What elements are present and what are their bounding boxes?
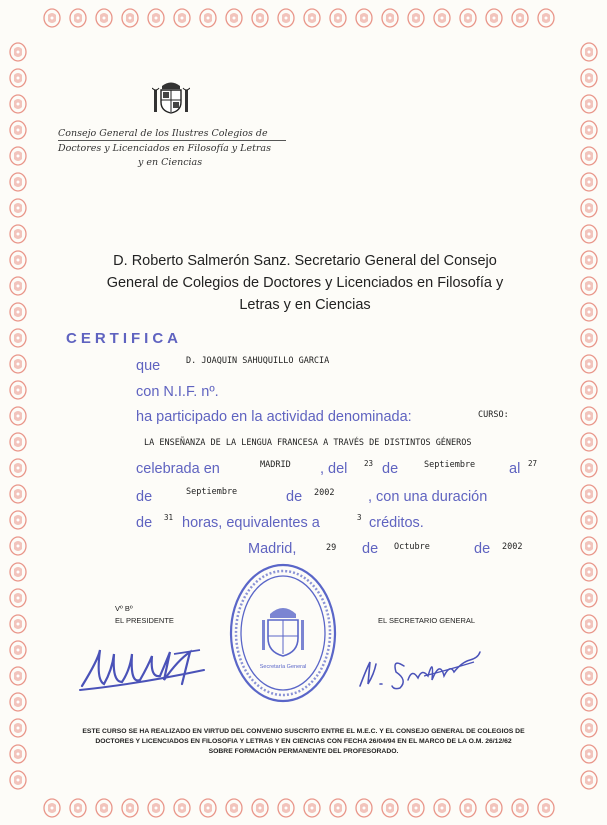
- border-ornament: [434, 9, 450, 27]
- border-ornament: [512, 799, 528, 817]
- border-ornament: [581, 485, 597, 503]
- border-ornament: [356, 9, 372, 27]
- border-ornament: [330, 9, 346, 27]
- border-ornament: [581, 537, 597, 555]
- border-ornament: [460, 799, 476, 817]
- duration-label: , con una duración: [368, 489, 488, 505]
- issuer-line-2: General de Colegios de Doctores y Licenciados en Filosofía y: [106, 275, 504, 291]
- date-year: 2002: [502, 542, 523, 552]
- border-ornament: [44, 799, 60, 817]
- de-label-3: de: [286, 489, 303, 505]
- border-ornament: [581, 199, 597, 217]
- footer-line-3: SOBRE FORMACIÓN PERMANENTE DEL PROFESORADO.: [208, 748, 399, 755]
- border-ornament: [581, 251, 597, 269]
- border-ornament: [10, 251, 26, 269]
- al-label: al: [509, 461, 521, 477]
- coat-of-arms-logo: [152, 80, 190, 114]
- city-value: MADRID: [260, 460, 291, 470]
- border-ornament: [581, 329, 597, 347]
- border-ornament: [581, 121, 597, 139]
- date-month: Octubre: [394, 542, 430, 552]
- border-ornament: [10, 511, 26, 529]
- border-ornament: [581, 615, 597, 633]
- border-ornament: [10, 485, 26, 503]
- border-ornament: [44, 9, 60, 27]
- date-day: 29: [326, 543, 337, 553]
- council-name-line-2: Doctores y Licenciados en Filosofía y Letras: [58, 143, 271, 154]
- border-ornament: [581, 719, 597, 737]
- day-to-value: 27: [528, 459, 538, 468]
- border-ornament: [581, 667, 597, 685]
- border-ornament: [581, 381, 597, 399]
- border-ornament: [226, 799, 242, 817]
- border-ornament: [96, 799, 112, 817]
- official-seal-stamp: [228, 562, 338, 704]
- border-ornament: [174, 9, 190, 27]
- border-ornament: [304, 9, 320, 27]
- hours-value: 31: [164, 513, 174, 522]
- border-ornament: [408, 9, 424, 27]
- de-label-4: de: [136, 515, 153, 531]
- border-ornament: [10, 69, 26, 87]
- credits-label: créditos.: [369, 515, 424, 531]
- border-ornament: [581, 95, 597, 113]
- border-ornament: [538, 9, 554, 27]
- president-label: EL PRESIDENTE: [115, 616, 174, 625]
- issuer-line-1: D. Roberto Salmerón Sanz. Secretario General del Consejo: [113, 253, 497, 269]
- certifica-title: CERTIFICA: [66, 330, 182, 347]
- council-name-line-3: y en Ciencias: [138, 157, 203, 168]
- credits-value: 3: [357, 513, 362, 522]
- border-ornament: [252, 9, 268, 27]
- border-ornament: [581, 225, 597, 243]
- border-ornament: [10, 225, 26, 243]
- border-ornament: [10, 303, 26, 321]
- border-ornament: [10, 459, 26, 477]
- border-ornament: [10, 43, 26, 61]
- vobo-label: Vº Bº: [115, 604, 133, 613]
- secretary-label: EL SECRETARIO GENERAL: [378, 616, 476, 625]
- stamp-center-label: Secretaría General: [259, 664, 307, 670]
- border-ornament: [356, 799, 372, 817]
- activity-label: ha participado en la actividad denominada:: [136, 409, 412, 425]
- border-ornament: [10, 121, 26, 139]
- border-ornament: [10, 667, 26, 685]
- border-ornament: [10, 641, 26, 659]
- place-label: Madrid,: [248, 541, 297, 557]
- border-ornament: [10, 95, 26, 113]
- que-label: que: [136, 358, 161, 374]
- border-ornament: [434, 799, 450, 817]
- de-label-2: de: [136, 489, 153, 505]
- border-ornament: [330, 799, 346, 817]
- month-to-value: Septiembre: [186, 487, 238, 497]
- border-ornament: [382, 799, 398, 817]
- president-signature: [78, 640, 208, 700]
- border-ornament: [174, 799, 190, 817]
- issuer-statement: [60, 250, 550, 316]
- border-ornament: [278, 799, 294, 817]
- celebrated-label: celebrada en: [136, 461, 220, 477]
- de-label-1: de: [382, 461, 399, 477]
- border-ornament: [486, 9, 502, 27]
- del-label: , del: [320, 461, 348, 477]
- footer-line-1: ESTE CURSO SE HA REALIZADO EN VIRTUD DEL CONVENIO SUSCRITO ENTRE EL M.E.C. Y EL CONSEJO GENERAL DE COLEGIOS DE: [82, 728, 525, 735]
- border-ornament: [10, 719, 26, 737]
- recipient-name: D. JOAQUIN SAHUQUILLO GARCIA: [186, 356, 330, 366]
- border-ornament: [122, 799, 138, 817]
- border-ornament: [460, 9, 476, 27]
- border-ornament: [96, 9, 112, 27]
- border-ornament: [581, 303, 597, 321]
- border-ornament: [10, 615, 26, 633]
- border-ornament: [581, 771, 597, 789]
- activity-type: CURSO:: [478, 410, 509, 420]
- border-ornament: [10, 329, 26, 347]
- border-ornament: [581, 69, 597, 87]
- year-value: 2002: [314, 488, 335, 498]
- border-ornament: [226, 9, 242, 27]
- border-ornament: [581, 563, 597, 581]
- header-rule: [58, 140, 286, 141]
- border-ornament: [148, 799, 164, 817]
- left-ornamental-border: [6, 40, 30, 800]
- border-ornament: [10, 433, 26, 451]
- top-ornamental-border: [40, 6, 567, 30]
- border-ornament: [10, 355, 26, 373]
- border-ornament: [581, 511, 597, 529]
- border-ornament: [581, 589, 597, 607]
- border-ornament: [252, 799, 268, 817]
- border-ornament: [200, 799, 216, 817]
- border-ornament: [10, 173, 26, 191]
- border-ornament: [538, 799, 554, 817]
- border-ornament: [486, 799, 502, 817]
- day-from-value: 23: [364, 459, 374, 468]
- border-ornament: [10, 407, 26, 425]
- secretary-signature: [352, 640, 492, 696]
- border-ornament: [581, 147, 597, 165]
- border-ornament: [581, 459, 597, 477]
- border-ornament: [581, 433, 597, 451]
- border-ornament: [581, 745, 597, 763]
- border-ornament: [148, 9, 164, 27]
- border-ornament: [581, 355, 597, 373]
- border-ornament: [10, 563, 26, 581]
- border-ornament: [581, 407, 597, 425]
- border-ornament: [10, 381, 26, 399]
- border-ornament: [581, 43, 597, 61]
- legal-footer: [40, 727, 567, 757]
- border-ornament: [10, 589, 26, 607]
- border-ornament: [581, 641, 597, 659]
- border-ornament: [278, 9, 294, 27]
- hours-label: horas, equivalentes a: [182, 515, 320, 531]
- activity-title: LA ENSEÑANZA DE LA LENGUA FRANCESA A TRAVÉS DE DISTINTOS GÉNEROS: [144, 438, 472, 448]
- border-ornament: [581, 277, 597, 295]
- border-ornament: [581, 693, 597, 711]
- month-from-value: Septiembre: [424, 460, 476, 470]
- border-ornament: [304, 799, 320, 817]
- issuer-line-3: Letras y en Ciencias: [239, 297, 371, 313]
- border-ornament: [10, 537, 26, 555]
- nif-label: con N.I.F. nº.: [136, 384, 219, 400]
- council-name-line-1: Consejo General de los Ilustres Colegios de: [58, 128, 268, 139]
- footer-line-2: DOCTORES Y LICENCIADOS EN FILOSOFIA Y LETRAS Y EN CIENCIAS CON FECHA 26/04/94 EN EL MARCO DE LA O.M. 26/12/62: [95, 738, 512, 745]
- border-ornament: [200, 9, 216, 27]
- border-ornament: [10, 147, 26, 165]
- border-ornament: [512, 9, 528, 27]
- date-de-1: de: [362, 541, 379, 557]
- border-ornament: [382, 9, 398, 27]
- border-ornament: [408, 799, 424, 817]
- bottom-ornamental-border: [40, 796, 567, 820]
- date-de-2: de: [474, 541, 491, 557]
- border-ornament: [10, 771, 26, 789]
- border-ornament: [10, 693, 26, 711]
- border-ornament: [10, 745, 26, 763]
- border-ornament: [10, 277, 26, 295]
- border-ornament: [581, 173, 597, 191]
- border-ornament: [10, 199, 26, 217]
- right-ornamental-border: [577, 40, 601, 800]
- border-ornament: [122, 9, 138, 27]
- border-ornament: [70, 799, 86, 817]
- border-ornament: [70, 9, 86, 27]
